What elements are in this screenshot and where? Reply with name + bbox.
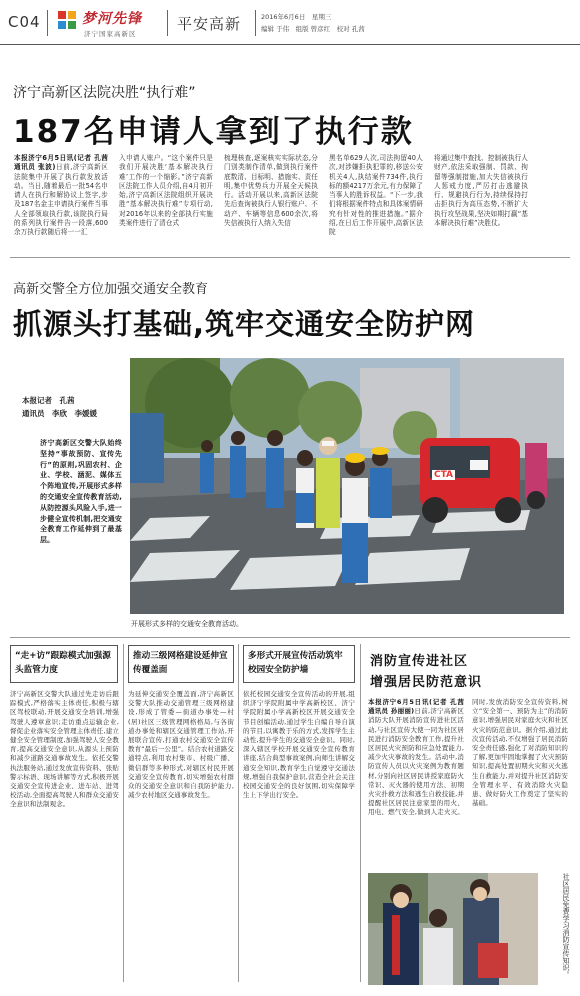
article2-kicker: 高新交警全方位加强交通安全教育 bbox=[13, 282, 209, 297]
article2-lead: 济宁高新区交警大队始终坚持“事故预防、宣传先行”的原则,巩固农村、企业、学校、涵泥、媒体五个阵地宣传,开展形式多样的交通安全宣传教育活动,从防控源头风险入手,进一步健全宣传机制,把交通安全教育工作延伸到了最基层。 bbox=[40, 439, 122, 545]
article1-col-1: 本报济宁6月5日讯(记者 孔茜 通讯员 张波)日前,济宁高新区法院集中开展了执行款发放活动。当日,随着最后一批54名申请人在执行和解协议上签字,步及187名金主申请执行案件当事人全部领取执行款,该院执行局的系列执行案件告一段落,600余万执行款随后将一一汇 bbox=[14, 154, 108, 237]
sub2-text: 为延伸交通安全覆盖面,济宁高新区交警大队推动交通管理三级网格建设,形成了管委—街道办事处—村(居)社区三级管理网格格局,与各街道办事处和辖区交通管理工作站,开展联合宣传,打通农村交通安全宣传教育“最后一公里”。结合农村道路交通特点,利用农村集市、村级广播、微信群等多种形式,对辖区村民开展交通安全宣传教育,切实增强农村群众的交通安全意识和自我防护能力,减少农村地区交通事故发生。 bbox=[128, 690, 234, 800]
article1-col-2: 入申请人账户。“这个案件只是我们开展决胜‘基本解决执行难’工作的一个缩影。”济宁高新区法院工作人员介绍,自4月初开始,济宁高新区法院组织开展决胜“基本解决执行难”专项行动,对2016年以来的全部执行实施类案件进行了清仓式 bbox=[119, 154, 213, 228]
subtitle-box-2 bbox=[128, 645, 234, 683]
logo-icon bbox=[58, 11, 76, 29]
logo-subtitle: 济宁国家高新区 bbox=[84, 30, 137, 38]
article3-byline: 本报济宁6月5日讯(记者 孔茜 通讯员 孙丽丽) bbox=[368, 698, 464, 716]
shop-sign: CTA bbox=[434, 470, 454, 480]
article3-text: 本报济宁6月5日讯(记者 孔茜 通讯员 孙丽丽)日前,济宁高新区消防大队开展消防宣传进社区活动,与社区宣传大使一同为社区居民进行消防安全教育工作,提升社区居民火灾预防和应急处置能力,减少火灾事故的发生。活动中,消防宣传人员以火灾案例为教育题材,分别向社区居民讲授家庭防火常识、灭火器的使用方法、初期火灾扑救方法和逃生自救技能,并提醒社区居民注意家里的用火、用电、燃气安全,做到人走火灭。同时,发放消防安全宣传资料,树立“安全第一、预防为主”的消防意识,增强居民对家庭火灾和社区火灾的防范意识。据介绍,通过此次宣传活动,不仅增强了居民消防安全责任感,强化了对消防知识的了解,更加牢固地掌握了火灾预防知识,提高处置初期火灾和灭火逃生自救能力,并对提升社区消防安全管理水平、有效消除火灾隐患、做好防火工作奠定了坚实的基础。 bbox=[368, 698, 568, 817]
sub1-text: 济宁高新区交警大队通过先走访后跟踪模式,严格落实主体责任,积极与辖区驾校联动,开展交通安全培训,增强驾驶人遵章意识;走访重点运输企业,督促企业落实安全管理主体责任,建立健全安全管理制度,加强驾驶人安全教育,提高交通安全意识,从源头上预防和减少道路交通事故发生。依托交警执法服务站,通过发放宣传资料、张贴警示标语、现场讲解等方式,积极开展交通安全宣传进企业、进车站、进驾校活动,全面提高驾驶人和群众交通安全意识和法制观念。 bbox=[10, 690, 119, 809]
article3-headline-2: 增强居民防范意识 bbox=[370, 675, 483, 690]
article1-col-4: 黑名单629人次,司法拘留40人次,对涉嫌拒执犯罪的,移送公安机关4人,执结案件734件,执行标的额4217万余元,有力保障了当事人的胜诉权益。“下一步,我们将根据案件特点和具体案情研究有针对性的推进措施。”据介绍,在日后工作开展中,高新区法院 bbox=[329, 154, 423, 237]
subtitle-box-1 bbox=[10, 645, 118, 683]
subtitle-2: 推动三级网格建设延伸宣传覆盖面 bbox=[133, 651, 228, 675]
subtitle-1: “走+访”跟踪模式加强源头监管力度 bbox=[15, 651, 111, 675]
photo1-caption: 开展形式多样的交通安全教育活动。 bbox=[131, 620, 243, 628]
page-number: C04 bbox=[8, 13, 41, 31]
article1-col-3: 梳理核查,逐案核实实际状态,分门别类制作清单,做到执行案件底数清、目标明、措施实、责任明,集中优势兵力开展全天候执行。活动开展以来,高新区法院先后查询被执行人银行账户、不动产、车辆等信息600余次,将失信被执行人纳入失信 bbox=[224, 154, 318, 228]
photo2-caption: 社区居民免费学习消防宣传知识。 bbox=[562, 873, 570, 978]
article1-byline: 本报济宁6月5日讯(记者 孔茜 通讯员 张波) bbox=[14, 154, 108, 172]
page-header bbox=[0, 0, 580, 44]
fire-safety-photo bbox=[368, 873, 538, 985]
traffic-education-photo bbox=[130, 358, 564, 614]
article3-headline-1: 消防宣传进社区 bbox=[370, 654, 469, 669]
article2-headline: 抓源头打基础,筑牢交通安全防护网 bbox=[13, 307, 476, 341]
article1-col-5: 将通过集中查找、控制被执行人财产,依法采取强制、罚款、拘留等强制措施,加大失信被执行人惩戒力度,严厉打击逃避执行、规避执行行为,持续保持打击拒执行为高压态势,不断扩大执行攻坚战果,坚决如期打赢“基本解决执行难”决胜仗。 bbox=[434, 154, 528, 228]
logo-title: 梦河先锋 bbox=[82, 11, 142, 27]
subtitle-3: 多形式开展宣传活动筑牢校园安全防护墙 bbox=[248, 651, 343, 675]
editor-credits: 编辑 于伟 组版 曾彦红 校对 孔茜 bbox=[261, 25, 365, 33]
issue-date: 2016年6月6日 星期三 bbox=[261, 13, 332, 21]
article2-byline-b: 通讯员 李欣 李媛媛 bbox=[22, 409, 97, 418]
subtitle-box-3 bbox=[243, 645, 355, 683]
article-court bbox=[0, 44, 580, 257]
article1-kicker: 济宁高新区法院决胜“执行难” bbox=[13, 85, 196, 101]
sub3-text: 依托校园交通安全宣传活动的开展,组织济宁学院附属中学高新校区、济宁学院附属小学高新校区开展交通安全节目创编活动,通过学生自编自导自演的节目,以寓教于乐的方式,发挥学生主动性,提升学生的交通安全意识。同时,深入辖区学校开展交通安全宣传教育讲座,结合典型事故案例,向师生讲解交通安全知识,教育学生自觉遵守交通法规,增强自我保护意识,营造全社会关注校园交通安全的良好氛围,切实保障学生上下学出行安全。 bbox=[243, 690, 355, 800]
article2-byline-a: 本报记者 孔茜 bbox=[22, 396, 75, 405]
section-title: 平安高新 bbox=[177, 15, 242, 33]
article1-headline: 187名申请人拿到了执行款 bbox=[13, 114, 414, 150]
